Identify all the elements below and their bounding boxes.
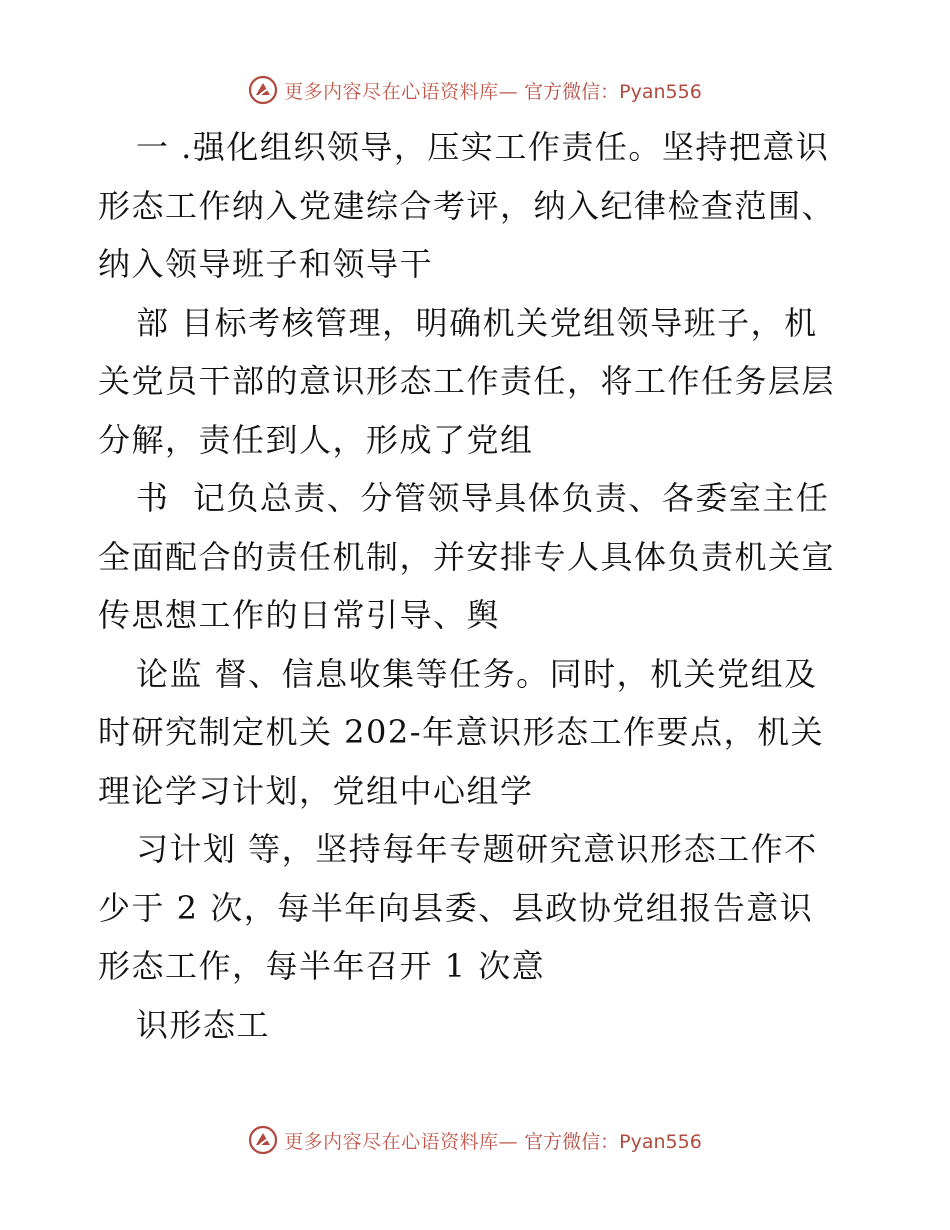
body-line: 论监 督、信息收集等任务。同时，机关党组及	[136, 654, 818, 693]
body-line: 一 .强化组织领导，压实工作责任。坚持把意识	[136, 128, 830, 166]
body-line: 部 目标考核管理，明确机关党组领导班子，机	[136, 303, 818, 342]
library-logo-icon	[248, 1125, 278, 1155]
document-body	[98, 118, 858, 1054]
body-line: 书 记负总责、分管领导具体负责、各委室主任	[136, 479, 830, 517]
body-line: 少于 2 次，每半年向县委、县政协党组报告意识	[98, 888, 814, 927]
body-line: 纳入领导班子和领导干	[98, 245, 434, 283]
body-line: 形态工作，每半年召开 1 次意	[98, 947, 546, 985]
header-site-text: 更多内容尽在心语资料库—	[284, 80, 519, 103]
body-line: 关党员干部的意识形态工作责任，将工作任务层层	[98, 362, 836, 400]
footer-site-text: 更多内容尽在心语资料库—	[284, 1130, 519, 1153]
body-line: 识形态工	[136, 1005, 271, 1044]
body-line: 形态工作纳入党建综合考评，纳入纪律检查范围、	[98, 186, 836, 225]
body-line: 分解，责任到人，形成了党组	[98, 420, 534, 459]
footer-wechat-text: 官方微信：Pyan556	[524, 1130, 702, 1153]
footer-banner	[0, 1122, 950, 1158]
library-logo-icon	[248, 75, 278, 105]
header-banner	[0, 72, 950, 108]
body-line: 理论学习计划，党组中心组学	[98, 771, 534, 810]
header-wechat-text: 官方微信：Pyan556	[524, 80, 702, 103]
body-line: 传思想工作的日常引导、舆	[98, 596, 501, 634]
body-line: 全面配合的责任机制，并安排专人具体负责机关宣	[98, 537, 836, 576]
body-line: 习计划 等，坚持每年专题研究意识形态工作不	[136, 830, 818, 868]
body-line: 时研究制定机关 202-年意识形态工作要点，机关	[98, 713, 825, 751]
